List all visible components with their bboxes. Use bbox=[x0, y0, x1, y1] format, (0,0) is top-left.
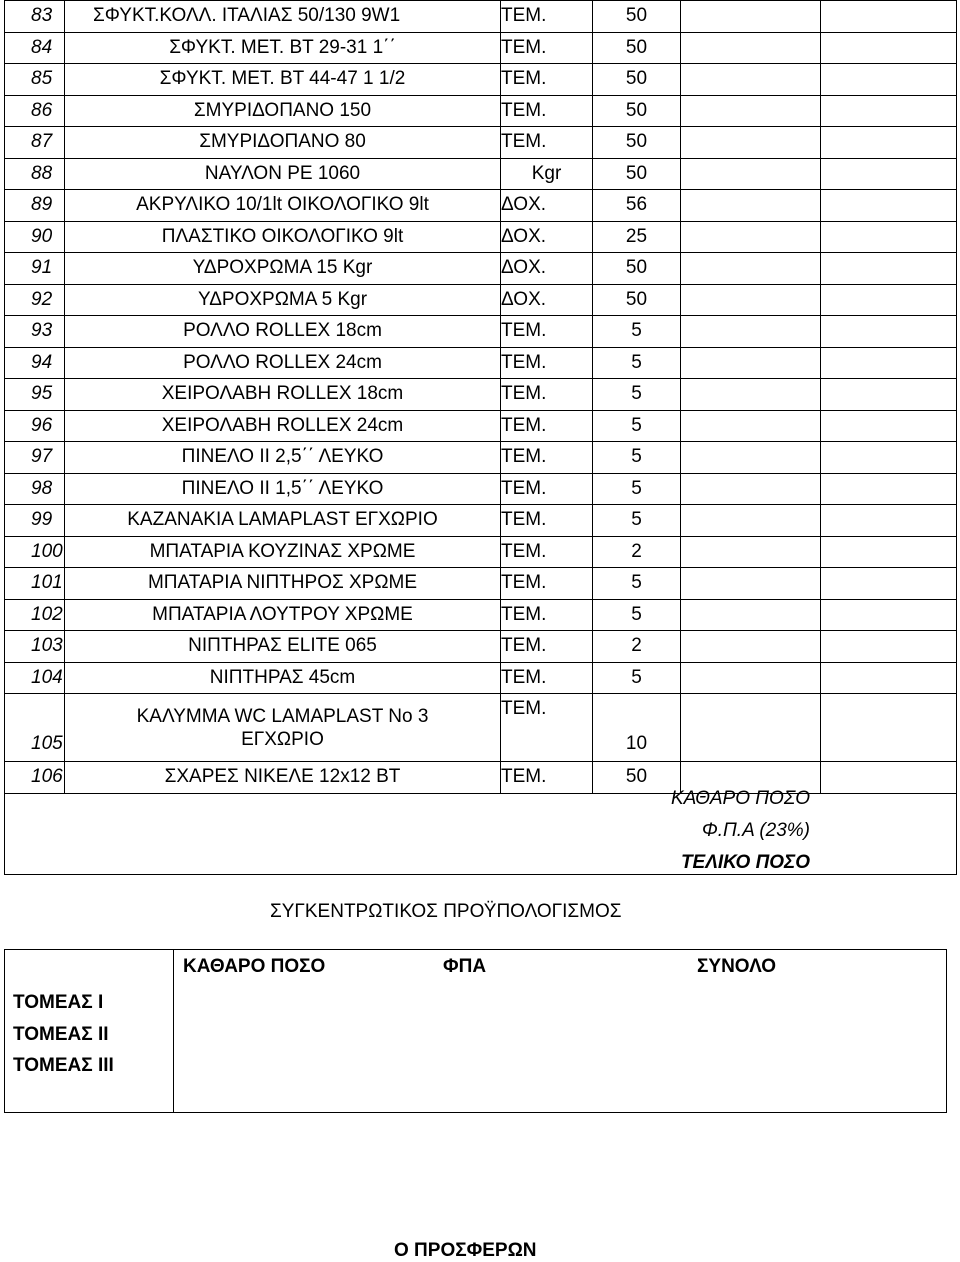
table-row bbox=[5, 158, 957, 190]
item-unit-price bbox=[681, 127, 821, 159]
vat-label: Φ.Π.Α (23%) bbox=[701, 820, 810, 841]
item-number: 90 bbox=[5, 221, 65, 253]
item-number: 88 bbox=[5, 158, 65, 190]
item-quantity: 50 bbox=[593, 158, 681, 190]
table-row bbox=[5, 631, 957, 663]
item-number: 98 bbox=[5, 473, 65, 505]
item-number: 94 bbox=[5, 347, 65, 379]
item-unit-price bbox=[681, 1, 821, 33]
table-row bbox=[5, 505, 957, 537]
item-quantity: 25 bbox=[593, 221, 681, 253]
item-quantity: 50 bbox=[593, 284, 681, 316]
item-unit-price bbox=[681, 95, 821, 127]
item-unit-price bbox=[681, 694, 821, 762]
item-number: 106 bbox=[5, 762, 65, 794]
item-number: 89 bbox=[5, 190, 65, 222]
item-total bbox=[821, 221, 957, 253]
item-description: ΠΙΝΕΛΟ ΙΙ 2,5΄΄ ΛΕΥΚΟ bbox=[65, 442, 501, 474]
table-row bbox=[5, 316, 957, 348]
item-number: 105 bbox=[5, 694, 65, 762]
table-row bbox=[5, 1, 957, 33]
item-description: ΥΔΡΟΧΡΩΜΑ 5 Kgr bbox=[65, 284, 501, 316]
item-unit-price bbox=[681, 662, 821, 694]
item-quantity: 5 bbox=[593, 568, 681, 600]
summary-header-net: ΚΑΘΑΡΟ ΠΟΣΟ bbox=[183, 956, 326, 977]
item-description: ΡΟΛΛΟ ROLLEX 24cm bbox=[65, 347, 501, 379]
table-row bbox=[5, 95, 957, 127]
offerer-label: Ο ΠΡΟΣΦΕΡΩΝ bbox=[394, 1240, 537, 1261]
item-unit: ΤΕΜ. bbox=[501, 95, 593, 127]
item-description: ΝΙΠΤΗΡΑΣ ELITE 065 bbox=[65, 631, 501, 663]
sector-3-label: ΤΟΜΕΑΣ ΙΙΙ bbox=[13, 1055, 114, 1076]
totals-block bbox=[4, 778, 957, 875]
item-number: 104 bbox=[5, 662, 65, 694]
item-unit-price bbox=[681, 599, 821, 631]
item-total bbox=[821, 631, 957, 663]
table-row bbox=[5, 536, 957, 568]
item-total bbox=[821, 95, 957, 127]
item-description: ΧΕΙΡΟΛΑΒΗ ROLLEX 24cm bbox=[65, 410, 501, 442]
table-row bbox=[5, 568, 957, 600]
item-total bbox=[821, 316, 957, 348]
sector-1-label: ΤΟΜΕΑΣ Ι bbox=[13, 992, 104, 1013]
item-quantity: 5 bbox=[593, 662, 681, 694]
item-number: 99 bbox=[5, 505, 65, 537]
item-description: ΝΙΠΤΗΡΑΣ 45cm bbox=[65, 662, 501, 694]
item-description: ΜΠΑΤΑΡΙΑ ΚΟΥΖΙΝΑΣ ΧΡΩΜΕ bbox=[65, 536, 501, 568]
item-total bbox=[821, 694, 957, 762]
item-unit: Kgr bbox=[501, 158, 593, 190]
summary-header-vat: ΦΠΑ bbox=[443, 956, 487, 977]
item-description: ΚΑΖΑΝΑΚΙΑ LAMAPLAST ΕΓΧΩΡΙΟ bbox=[65, 505, 501, 537]
item-total bbox=[821, 347, 957, 379]
item-total bbox=[821, 536, 957, 568]
item-description: ΣΦΥΚΤ.ΚΟΛΛ. ΙΤΑΛΙΑΣ 50/130 9W1 bbox=[65, 1, 501, 33]
table-row bbox=[5, 32, 957, 64]
item-number: 84 bbox=[5, 32, 65, 64]
item-number: 86 bbox=[5, 95, 65, 127]
table-row bbox=[5, 190, 957, 222]
item-unit: ΤΕΜ. bbox=[501, 631, 593, 663]
item-description: ΣΦΥΚΤ. ΜΕΤ. ΒΤ 44-47 1 1/2 bbox=[65, 64, 501, 96]
item-unit: ΤΕΜ. bbox=[501, 32, 593, 64]
item-description: ΧΕΙΡΟΛΑΒΗ ROLLEX 18cm bbox=[65, 379, 501, 411]
item-number: 102 bbox=[5, 599, 65, 631]
item-unit: ΤΕΜ. bbox=[501, 762, 593, 794]
item-number: 95 bbox=[5, 379, 65, 411]
item-description: ΠΙΝΕΛΟ ΙΙ 1,5΄΄ ΛΕΥΚΟ bbox=[65, 473, 501, 505]
summary-header-total: ΣΥΝΟΛΟ bbox=[697, 956, 777, 977]
summary-table bbox=[4, 949, 947, 1113]
item-number: 101 bbox=[5, 568, 65, 600]
item-quantity: 5 bbox=[593, 379, 681, 411]
item-quantity: 50 bbox=[593, 32, 681, 64]
item-quantity: 50 bbox=[593, 253, 681, 285]
item-description: ΜΠΑΤΑΡΙΑ ΛΟΥΤΡΟΥ ΧΡΩΜΕ bbox=[65, 599, 501, 631]
item-total bbox=[821, 1, 957, 33]
item-quantity: 2 bbox=[593, 631, 681, 663]
item-unit-price bbox=[681, 64, 821, 96]
item-quantity: 5 bbox=[593, 473, 681, 505]
item-total bbox=[821, 505, 957, 537]
item-number: 100 bbox=[5, 536, 65, 568]
item-unit: ΤΕΜ. bbox=[501, 379, 593, 411]
item-unit: ΤΕΜ. bbox=[501, 599, 593, 631]
item-total bbox=[821, 473, 957, 505]
table-row bbox=[5, 253, 957, 285]
item-unit-price bbox=[681, 410, 821, 442]
item-total bbox=[821, 410, 957, 442]
item-unit-price bbox=[681, 253, 821, 285]
item-unit-price bbox=[681, 190, 821, 222]
item-description: ΥΔΡΟΧΡΩΜΑ 15 Kgr bbox=[65, 253, 501, 285]
item-unit-price bbox=[681, 347, 821, 379]
item-unit: ΤΕΜ. bbox=[501, 316, 593, 348]
item-total bbox=[821, 190, 957, 222]
item-total bbox=[821, 158, 957, 190]
item-total bbox=[821, 32, 957, 64]
item-description: ΝΑΥΛΟΝ ΡΕ 1060 bbox=[65, 158, 501, 190]
item-description: ΡΟΛΛΟ ROLLEX 18cm bbox=[65, 316, 501, 348]
summary-title: ΣΥΓΚΕΝΤΡΩΤΙΚΟΣ ΠΡΟΫΠΟΛΟΓΙΣΜΟΣ bbox=[270, 901, 622, 922]
item-unit: ΤΕΜ. bbox=[501, 662, 593, 694]
item-number: 85 bbox=[5, 64, 65, 96]
item-unit: ΤΕΜ. bbox=[501, 442, 593, 474]
item-quantity: 5 bbox=[593, 316, 681, 348]
item-number: 92 bbox=[5, 284, 65, 316]
item-description: ΣΧΑΡΕΣ ΝΙΚΕΛΕ 12x12 ΒΤ bbox=[65, 762, 501, 794]
items-table-body bbox=[5, 1, 957, 794]
item-unit-price bbox=[681, 316, 821, 348]
item-unit: ΤΕΜ. bbox=[501, 127, 593, 159]
item-unit: ΤΕΜ. bbox=[501, 1, 593, 33]
item-unit-price bbox=[681, 379, 821, 411]
item-quantity: 50 bbox=[593, 1, 681, 33]
item-unit: ΤΕΜ. bbox=[501, 694, 593, 762]
item-description: ΣΜΥΡΙΔΟΠΑΝΟ 150 bbox=[65, 95, 501, 127]
net-amount-label: ΚΑΘΑΡΟ ΠΟΣΟ bbox=[670, 788, 810, 809]
item-description: ΜΠΑΤΑΡΙΑ ΝΙΠΤΗΡΟΣ ΧΡΩΜΕ bbox=[65, 568, 501, 600]
table-row bbox=[5, 662, 957, 694]
item-quantity: 56 bbox=[593, 190, 681, 222]
item-unit-price bbox=[681, 442, 821, 474]
table-row bbox=[5, 64, 957, 96]
item-number: 87 bbox=[5, 127, 65, 159]
item-number: 103 bbox=[5, 631, 65, 663]
item-description: ΣΦΥΚΤ. ΜΕΤ. ΒΤ 29-31 1΄΄ bbox=[65, 32, 501, 64]
item-unit: ΤΕΜ. bbox=[501, 347, 593, 379]
item-description: ΠΛΑΣΤΙΚΟ ΟΙΚΟΛΟΓΙΚΟ 9lt bbox=[65, 221, 501, 253]
item-number: 97 bbox=[5, 442, 65, 474]
item-unit-price bbox=[681, 473, 821, 505]
item-total bbox=[821, 568, 957, 600]
table-row bbox=[5, 284, 957, 316]
total-amount-label: ΤΕΛΙΚΟ ΠΟΣΟ bbox=[680, 852, 810, 873]
item-unit-price bbox=[681, 568, 821, 600]
item-description-line1: ΚΑΛΥΜΜΑ WC LAMAPLAST No 3 bbox=[136, 705, 429, 727]
item-quantity: 50 bbox=[593, 64, 681, 96]
item-quantity: 5 bbox=[593, 599, 681, 631]
item-unit-price bbox=[681, 536, 821, 568]
item-unit: ΔΟΧ. bbox=[501, 284, 593, 316]
item-unit-price bbox=[681, 631, 821, 663]
item-total bbox=[821, 379, 957, 411]
item-unit: ΔΟΧ. bbox=[501, 253, 593, 285]
item-quantity: 5 bbox=[593, 505, 681, 537]
item-description-line2: ΕΓΧΩΡΙΟ bbox=[241, 728, 324, 750]
item-quantity: 50 bbox=[593, 762, 681, 794]
table-row bbox=[5, 694, 957, 762]
item-unit-price bbox=[681, 158, 821, 190]
items-table bbox=[4, 0, 957, 794]
item-number: 91 bbox=[5, 253, 65, 285]
item-total bbox=[821, 127, 957, 159]
item-number: 83 bbox=[5, 1, 65, 33]
item-unit: ΤΕΜ. bbox=[501, 568, 593, 600]
item-total bbox=[821, 253, 957, 285]
item-total bbox=[821, 284, 957, 316]
item-quantity: 50 bbox=[593, 127, 681, 159]
item-quantity: 5 bbox=[593, 410, 681, 442]
item-number: 96 bbox=[5, 410, 65, 442]
item-description bbox=[65, 694, 501, 762]
item-quantity: 5 bbox=[593, 347, 681, 379]
item-description: ΑΚΡΥΛΙΚΟ 10/1lt ΟΙΚΟΛΟΓΙΚΟ 9lt bbox=[65, 190, 501, 222]
item-unit: ΔΟΧ. bbox=[501, 221, 593, 253]
table-row bbox=[5, 379, 957, 411]
item-total bbox=[821, 662, 957, 694]
item-unit-price bbox=[681, 505, 821, 537]
item-quantity: 50 bbox=[593, 95, 681, 127]
item-quantity: 10 bbox=[593, 694, 681, 762]
summary-divider bbox=[173, 950, 174, 1112]
item-number: 93 bbox=[5, 316, 65, 348]
item-total bbox=[821, 442, 957, 474]
item-unit: ΤΕΜ. bbox=[501, 64, 593, 96]
item-description: ΣΜΥΡΙΔΟΠΑΝΟ 80 bbox=[65, 127, 501, 159]
table-row bbox=[5, 599, 957, 631]
item-unit: ΔΟΧ. bbox=[501, 190, 593, 222]
item-unit: ΤΕΜ. bbox=[501, 410, 593, 442]
table-row bbox=[5, 127, 957, 159]
item-unit-price bbox=[681, 284, 821, 316]
item-total bbox=[821, 599, 957, 631]
table-row bbox=[5, 410, 957, 442]
item-unit-price bbox=[681, 221, 821, 253]
table-row bbox=[5, 221, 957, 253]
table-row bbox=[5, 442, 957, 474]
item-quantity: 5 bbox=[593, 442, 681, 474]
item-unit: ΤΕΜ. bbox=[501, 505, 593, 537]
item-unit-price bbox=[681, 32, 821, 64]
item-total bbox=[821, 64, 957, 96]
item-quantity: 2 bbox=[593, 536, 681, 568]
item-unit: ΤΕΜ. bbox=[501, 536, 593, 568]
sector-2-label: ΤΟΜΕΑΣ ΙΙ bbox=[13, 1024, 109, 1045]
item-unit: ΤΕΜ. bbox=[501, 473, 593, 505]
table-row bbox=[5, 347, 957, 379]
table-row bbox=[5, 473, 957, 505]
